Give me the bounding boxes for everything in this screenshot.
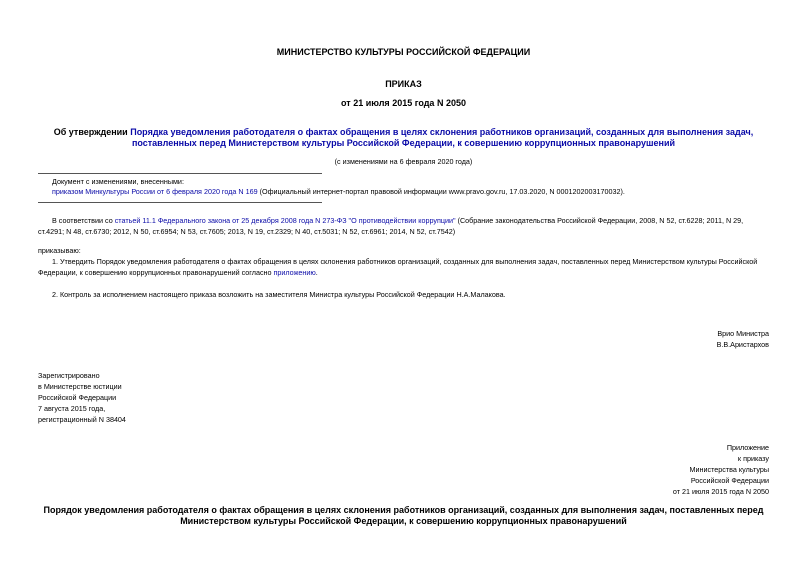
appendix-reference xyxy=(673,442,769,497)
order-word: приказываю: xyxy=(38,246,81,255)
order-item-2: 2. Контроль за исполнением настоящего приказа возложить на заместителя Министра культуры Российской Федерации Н.А.Малакова. xyxy=(52,290,506,299)
changes-bottom-rule xyxy=(38,202,322,203)
anticorruption-law-link[interactable]: статьей 11.1 Федерального закона от 25 декабря 2008 года N 273-ФЗ "О противодействии коррупции" xyxy=(114,216,456,225)
subject-title-link-cont[interactable]: поставленных перед Министерством культуры Российской Федерации, к совершению коррупционных правонарушений xyxy=(131,138,676,148)
registration-line: Зарегистрировано xyxy=(38,371,100,380)
registration-line: в Министерстве юстиции xyxy=(38,382,122,391)
registration-line: регистрационный N 38404 xyxy=(38,415,126,424)
subject-line-2 xyxy=(0,138,807,149)
signature-name: В.В.Аристархов xyxy=(716,340,769,349)
order-item-1-line-2 xyxy=(38,267,318,278)
preamble-line-1 xyxy=(52,215,743,226)
preamble-line-2: ст.4291; N 48, ст.6730; 2012, N 50, ст.6954; N 53, ст.7605; 2013, N 19, ст.2329; N 40, ст.5031; N 52, ст.6961; 2014, N 52, ст.7542) xyxy=(38,227,456,236)
amendment-note: (с изменениями на 6 февраля 2020 года) xyxy=(334,157,473,166)
appendix-ref-line: к приказу xyxy=(737,454,769,463)
appendix-link[interactable]: приложению xyxy=(273,268,316,277)
changes-heading: Документ с изменениями, внесенными: xyxy=(52,177,184,186)
appendix-ref-line: Приложение xyxy=(726,443,769,452)
appendix-title-line-2: Министерством культуры Российской Федерации, к совершению коррупционных правонарушений xyxy=(180,516,627,526)
changes-order-details: (Официальный интернет-портал правовой информации www.pravo.gov.ru, 17.03.2020, N 0001202003170032). xyxy=(257,187,625,196)
subject-prefix: Об утверждении xyxy=(53,127,131,137)
doc-type-heading: ПРИКАЗ xyxy=(385,79,422,89)
changes-top-rule xyxy=(38,173,322,174)
signature-title: Врио Министра xyxy=(717,329,769,338)
registration-block xyxy=(38,370,126,425)
order-item-1-period: . xyxy=(315,268,318,277)
ministry-heading: МИНИСТЕРСТВО КУЛЬТУРЫ РОССИЙСКОЙ ФЕДЕРАЦИИ xyxy=(276,47,531,57)
changes-order-link[interactable]: приказом Минкультуры России от 6 февраля 2020 года N 169 xyxy=(52,187,258,196)
subject-line-1 xyxy=(0,127,807,138)
registration-line: Российской Федерации xyxy=(38,393,117,402)
appendix-title-line-1: Порядок уведомления работодателя о фактах обращения в целях склонения работников организаций, созданных для выполнения задач, поставленных перед xyxy=(43,505,764,515)
doc-date-heading: от 21 июля 2015 года N 2050 xyxy=(341,98,466,108)
order-item-1-line-1: 1. Утвердить Порядок уведомления работодателя о фактах обращения в целях склонения работников организаций, созданных для выполнения задач, поставленных перед Министерством культуры Российской xyxy=(52,257,758,266)
changes-entry xyxy=(52,186,625,197)
appendix-ref-line: Министерства культуры xyxy=(689,465,769,474)
preamble-intro: В соответствии со xyxy=(52,216,115,225)
registration-line: 7 августа 2015 года, xyxy=(38,404,106,413)
preamble-source: (Собрание законодательства Российской Федерации, 2008, N 52, ст.6228; 2011, N 29, xyxy=(455,216,744,225)
appendix-ref-line: Российской Федерации xyxy=(690,476,769,485)
subject-title-link[interactable]: Порядка уведомления работодателя о фактах обращения в целях склонения работников организаций, созданных для выполнения задач, xyxy=(130,127,754,137)
order-item-1-text: Федерации, к совершению коррупционных правонарушений согласно xyxy=(38,268,274,277)
appendix-ref-line: от 21 июля 2015 года N 2050 xyxy=(672,487,769,496)
